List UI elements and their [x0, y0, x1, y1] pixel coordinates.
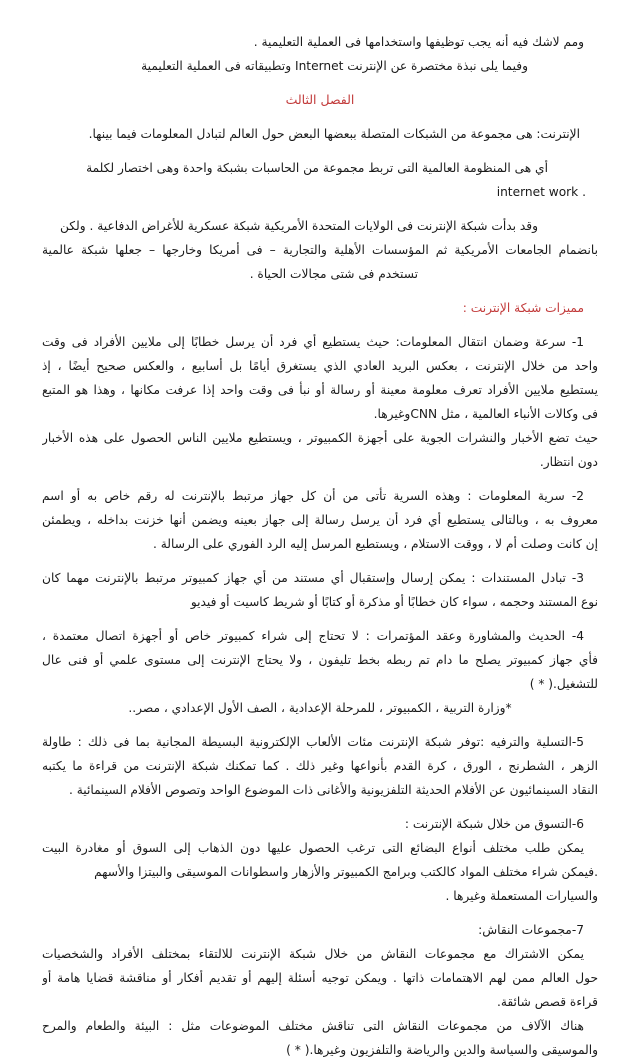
feature-line: معروف به ، وبالتالى يستطيع أي فرد أن يرسل رسالة إلى جهاز بعينه ويضمن أنها خزنت بداخله ، ويطمئن — [42, 513, 598, 527]
feature-line: .فيمكن شراء مختلف المواد كالكتب وبرامج الكمبيوتر والأزهار واسطوانات الموسيقى والبيتزا والأسهم — [94, 865, 598, 879]
features-title: مميزات شبكة الإنترنت : — [462, 301, 584, 315]
feature-line: قراءة قصص شائقة. — [496, 995, 598, 1009]
feature-line: والموسيقى والسياسة والدين والرياضة والتلفزيون وغيرها.( * ) — [286, 1043, 598, 1057]
intro-line: وفيما يلى نبذة مختصرة عن الإنترنت Internet وتطبيقاته فى العملية التعليمية — [141, 59, 528, 73]
definition-line: أي هى المنظومة العالمية التى تربط مجموعة من الحاسبات بشبكة واحدة وهى اختصار لكلمة — [86, 161, 548, 175]
feature-line: يستطيع ملايين الأفراد تعرف معلومة معينة أو رسالة أو نبأ فى وقت واحد إذا عرفت مكانها ، وهذا هو المتبع — [42, 383, 598, 397]
feature-line: نوع المستند وحجمه ، سواء كان خطابًا أو مذكرة أو كتابًا أو شريط كاسيت أو فيديو — [190, 595, 598, 609]
definition-line: الإنترنت: هى مجموعة من الشبكات المتصلة ببعضها البعض حول العالم لتبادل المعلومات فيما بينها. — [88, 127, 580, 141]
feature-line: فى وكالات الأنباء العالمية ، مثل CNNوغيرها. — [373, 407, 598, 421]
feature-line: 5-التسلية والترفيه :توفر شبكة الإنترنت مئات الألعاب الإلكترونية البسيطة المجانية بما فى ذلك : طاولة — [42, 735, 584, 749]
intro-line: ومم لاشك فيه أنه يجب توظيفها واستخدامها فى العملية التعليمية . — [253, 35, 584, 49]
definition-line: . internet work — [496, 185, 586, 199]
feature-line: 6-التسوق من خلال شبكة الإنترنت : — [404, 817, 584, 831]
feature-line: للتشغيل.( * ) — [529, 677, 598, 691]
footnote-line: *وزارة التربية ، الكمبيوتر ، للمرحلة الإعدادية ، الصف الأول الإعدادي ، مصر.. — [128, 701, 512, 715]
feature-line: دون انتظار. — [539, 455, 598, 469]
feature-line: النقاد السينمائيون عن الأفلام الحديثة التلفزيونية والأغانى ذات الموضوع الواحد وتصوص الأفلام السينمائية . — [69, 783, 598, 797]
feature-line: يمكن طلب مختلف أنواع البضائع التى ترغب الحصول عليها دون الذهاب إلى السوق أو مغادرة البيت — [42, 841, 584, 855]
history-line: تستخدم فى شتى مجالات الحياة . — [249, 267, 418, 281]
feature-line: 4- الحديث والمشاورة وعقد المؤتمرات : لا تحتاج إلى شراء كمبيوتر خاص أو أجهزة اتصال معتمدة ، — [42, 629, 584, 643]
feature-line: واحد من خلال الإنترنت ، بعكس البريد العادي الذي يستغرق أيامًا بل أسابيع ، والعكس صحيح أيضًا ، إذ — [42, 359, 598, 373]
feature-line: حيث تضع الأخبار والنشرات الجوية على أجهزة الكمبيوتر ، ويستطيع ملايين الناس الحصول على هذه الأخبار — [42, 431, 598, 445]
feature-line: 1- سرعة وضمان انتقال المعلومات: حيث يستطيع أي فرد أن يرسل خطابًا إلى ملايين الأفراد فى وقت — [42, 335, 584, 349]
feature-line: هناك الآلاف من مجموعات النقاش التى تناقش مختلف الموضوعات مثل : البيئة والطعام والمرح — [42, 1019, 584, 1033]
feature-line: 2- سرية المعلومات : وهذه السرية تأتى من أن كل جهاز مرتبط بالإنترنت له رقم خاص به أو اسم — [42, 489, 584, 503]
feature-line: يمكن الاشتراك مع مجموعات النقاش من خلال شبكة الإنترنت للالتقاء بمختلف الأفراد والشخصيات — [42, 947, 584, 961]
feature-line: والسيارات المستعملة وغيرها . — [445, 889, 598, 903]
feature-line: فأي جهاز كمبيوتر يصلح ما دام تم ربطه بخط تليفون ، ولا يحتاج الإنترنت إلى مستوى علمي أو فنى عال — [42, 653, 598, 667]
feature-line: 7-مجموعات النقاش: — [478, 923, 584, 937]
history-line: بانضمام الجامعات الأمريكية ثم المؤسسات الأهلية والتجارية – فى أمريكا وخارجها – جعلها شبكة عالمية — [42, 243, 598, 257]
feature-line: إن كانت وصلت أم لا ، ووقت الاستلام ، ويستطيع المرسل إليه الرد الفوري على الرسالة . — [153, 537, 598, 551]
feature-line: 3- تبادل المستندات : يمكن إرسال وإستقبال أي مستند من أي جهاز كمبيوتر مرتبط بالإنترنت مهما كان — [42, 571, 584, 585]
history-line: وقد بدأت شبكة الإنترنت فى الولايات المتحدة الأمريكية شبكة عسكرية للأغراض الدفاعية . ولكن — [60, 219, 538, 233]
feature-line: الزهر ، الشطرنج ، الورق ، كرة القدم بأنواعها وغير ذلك . كما تمكنك شبكة الإنترنت من قراءة ما يكتبه — [42, 759, 598, 773]
feature-line: حول العالم ممن لهم الاهتمامات ذاتها . ويمكن توجيه أسئلة إليهم أو تقديم أفكار أو مناقشة قضايا هامة أو — [42, 971, 598, 985]
chapter-title: الفصل الثالث — [285, 92, 355, 107]
